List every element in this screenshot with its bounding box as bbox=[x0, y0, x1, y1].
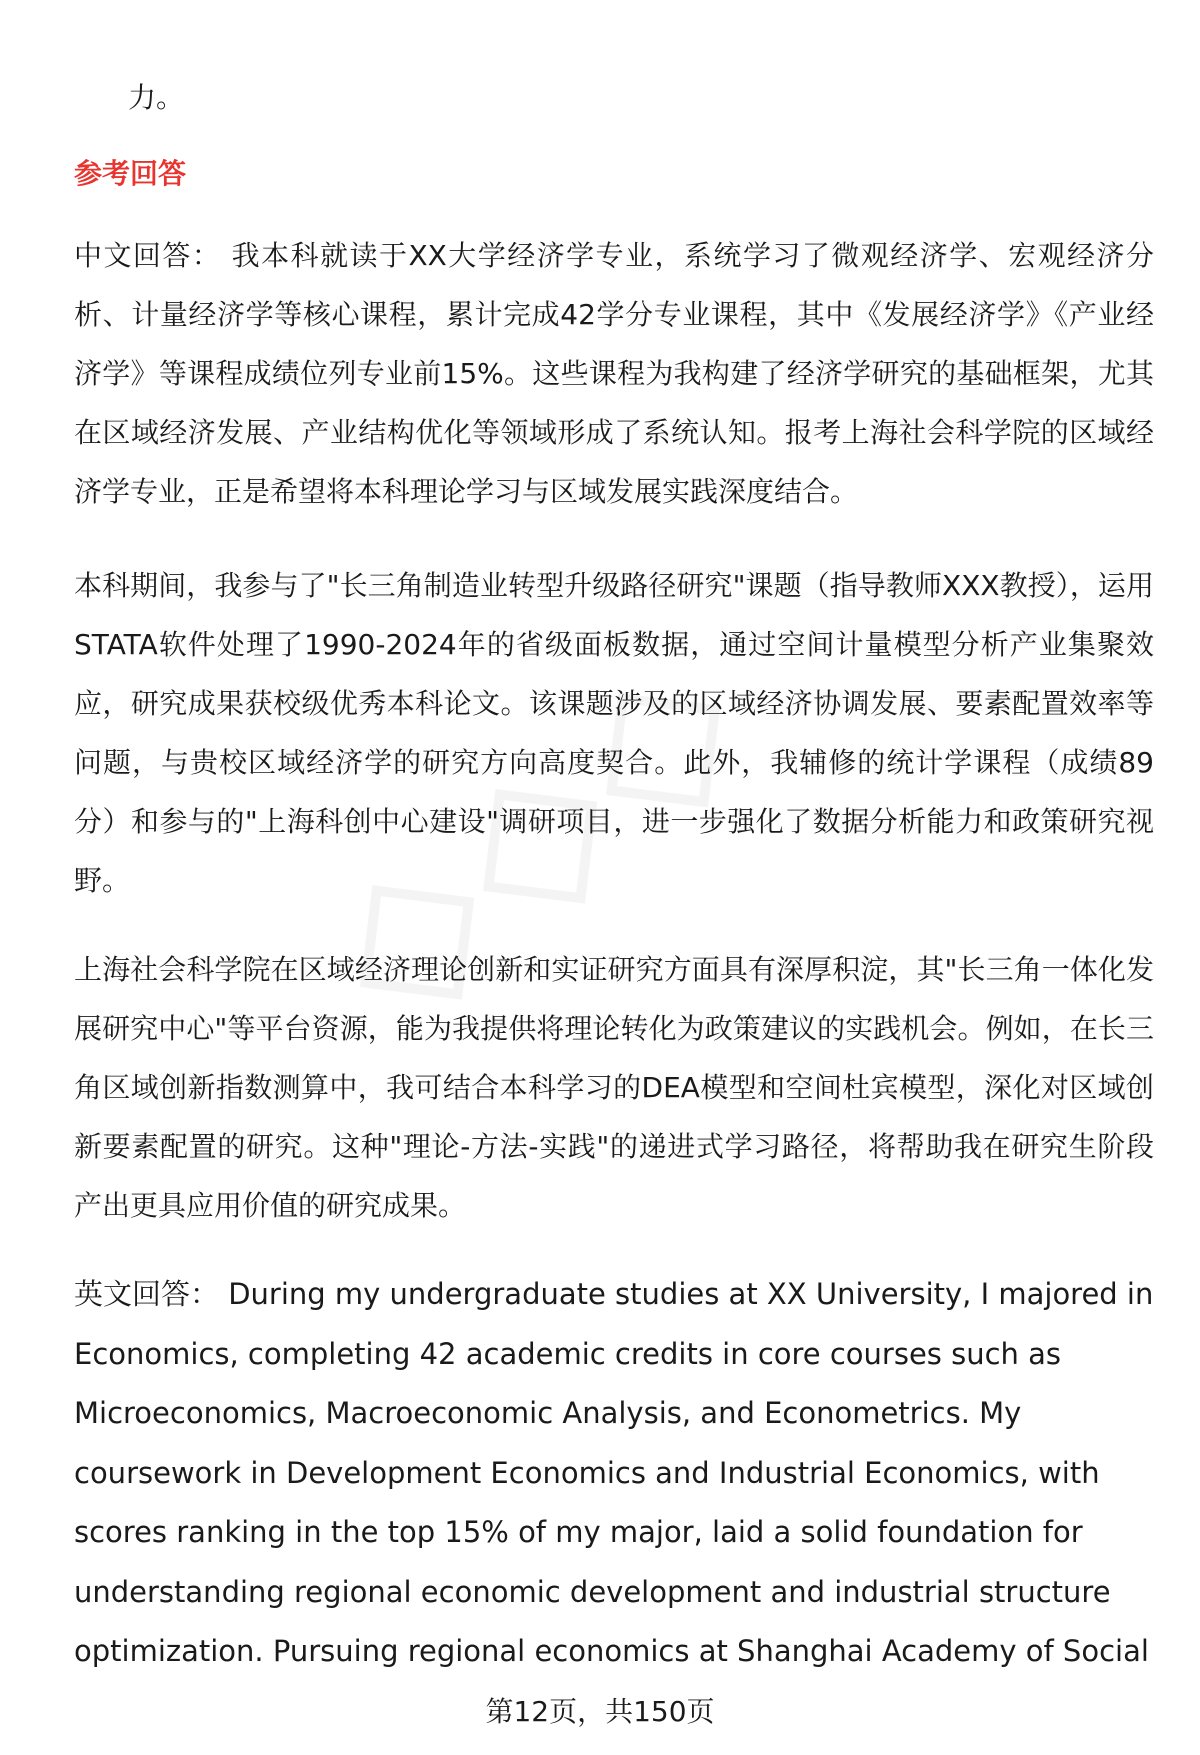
paragraph-institution-fit: 上海社会科学院在区域经济理论创新和实证研究方面具有深厚积淀，其"长三角一体化发展研究中心"等平台资源，能为我提供将理论转化为政策建议的实践机会。例如，在长三角区域创新指数测算中，我可结合本科学习的DEA模型和空间杜宾模型，深化对区域创新要素配置的研究。这种"理论-方法-实践"的递进式学习路径，将帮助我在研究生阶段产出更具应用价值的研究成果。 bbox=[74, 953, 1154, 1222]
paragraph-chinese-answer: 中文回答： 我本科就读于XX大学经济学专业，系统学习了微观经济学、宏观经济分析、计量经济学等核心课程，累计完成42学分专业课程，其中《发展经济学》《产业经济学》等课程成绩位列专业前15%。这些课程为我构建了经济学研究的基础框架，尤其在区域经济发展、产业结构优化等领域形成了系统认知。报考上海社会科学院的区域经济学专业，正是希望将本科理论学习与区域发展实践深度结合。 bbox=[74, 239, 1154, 508]
page-footer: 第12页，共150页 bbox=[485, 1695, 715, 1728]
paragraph-research-experience: 本科期间，我参与了"长三角制造业转型升级路径研究"课题（指导教师XXX教授），运用STATA软件处理了1990-2024年的省级面板数据，通过空间计量模型分析产业集聚效应，研究成果获校级优秀本科论文。该课题涉及的区域经济协调发展、要素配置效率等问题，与贵校区域经济学的研究方向高度契合。此外，我辅修的统计学课程（成绩89分）和参与的"上海科创中心建设"调研项目，进一步强化了数据分析能力和政策研究视野。 bbox=[74, 569, 1154, 897]
paragraph-english-answer: 英文回答： During my undergraduate studies at XX University, I majored in Economics, completing 42 academic credits in core courses such as Microeconomics, Macroeconomic Analysis, and Econometrics. My coursework in Development Economics and Industrial Economics, with scores ranking in the top 15% of my major, laid a solid foundation for understanding regional economic development and industrial structure optimization. Pursuing regional economics at Shanghai Academy of Social bbox=[74, 1277, 1154, 1668]
continuation-text: 力。 bbox=[128, 81, 185, 114]
section-heading: 参考回答 bbox=[74, 157, 187, 190]
